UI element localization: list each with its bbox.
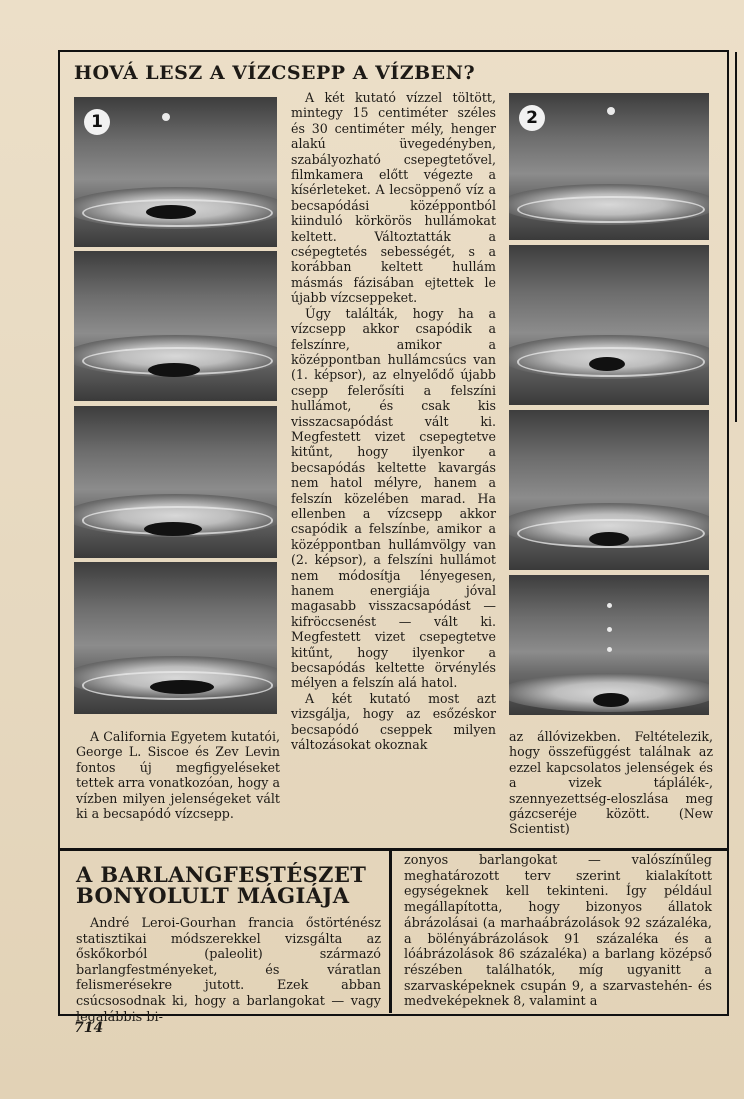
article-title: HOVÁ LESZ A VÍZCSEPP A VÍZBEN? — [74, 62, 476, 84]
edge-rule — [735, 52, 737, 422]
caption-left: A California Egyetem kutatói, George L. Siscoe és Zev Levin fontos új megfigyeléseket tettek arra vonatkozóan, hogy a vízben milyen jelenségeket vált ki a becsapódó vízcsepp. — [76, 729, 280, 822]
photo-sequence-2-frame-3 — [509, 410, 709, 570]
article-body-right: az állóvizekben. Feltételezik, hogy összefüggést találnak az ezzel kapcsolatos jelenségek és a vizek táplálék-, szennyezettség-eloszlása meg gázcseréje között. (New Scientist) — [509, 729, 713, 837]
photo-sequence-1-frame-1 — [74, 97, 277, 247]
article2-body-right: zonyos barlangokat — valószínűleg meghatározott terv szerint kialakított egységeknek kell tekinteni. Így például megállapította, hogy bizonyos állatok ábrázolásai (a marhaábrázolások 92 százaléka, a bölényábrázolások 91 százaléka és a lóábrázolások 86 százaléka) a barlang középső részében találhatók, míg ugyanitt a szarvasképeknek csupán 9, a szarvastehén- és medveképeknek 8, valamint a — [404, 853, 712, 1010]
paragraph: A két kutató most azt vizsgálja, hogy az esőzéskor becsapódó cseppek milyen változásokat okoznak — [291, 690, 496, 753]
photo-sequence-1-frame-2 — [74, 251, 277, 401]
photo-sequence-2-frame-1 — [509, 93, 709, 240]
photo-sequence-1-frame-4 — [74, 562, 277, 714]
article-body-middle — [291, 90, 496, 752]
photo-label: 1 — [84, 109, 110, 135]
paragraph: A két kutató vízzel töltött, mintegy 15 centiméter széles és 30 centiméter mély, henger alakú üvegedényben, szabályozható csepegtetővel, filmkamera előtt végezte a kísérleteket. A lecsöppenő víz a becsapódási középpontból kiinduló körkörös hullámokat keltett. Változtatták a csépegtetés sebességét, s a korábban keltett hullám másmás fázisában ejtettek le újabb vízcseppeket. — [291, 90, 496, 306]
page-number: 714 — [74, 1020, 104, 1036]
column-rule — [389, 851, 392, 1013]
photo-sequence-2-frame-4 — [509, 575, 709, 715]
paragraph: Úgy találták, hogy ha a vízcsepp akkor csapódik a felszínre, amikor a középpontban hullámcsúcs van (1. képsor), az elnyelődő újabb csepp felerősíti a felszíni hullámot, és csak kis visszacsapódást vált ki. Megfestett vizet csepegtetve kitűnt, hogy ilyenkor a becsapódás keltette kavargás nem hatol mélyre, hanem a felszín közelében marad. Ha ellenben a vízcsepp akkor csapódik a felszínbe, amikor a középpontban hullámvölgy van (2. képsor), a felszíni hullámot nem módosítja lényegesen, hanem energiája jóval magasabb visszacsapódást — kifröccsenést — vált ki. Megfestett vizet csepegtetve kitűnt, hogy ilyenkor a becsapódás keltette örvénylés mélyen a felszín alá hatol. — [291, 305, 496, 691]
article2-body-left: André Leroi-Gourhan francia őstörténész statisztikai módszerekkel vizsgálta az őskőkorból (paleolit) származó barlangfestményeket, és váratlan felismerésekre jutott. Ezek abban csúcsosodnak ki, hogy a barlangokat — vagy legalábbis bi- — [76, 916, 381, 1025]
article-title: A BARLANGFESTÉSZET BONYOLULT MÁGIÁJA — [76, 862, 367, 908]
photo-sequence-2-frame-2 — [509, 245, 709, 405]
photo-label: 2 — [519, 105, 545, 131]
photo-sequence-1-frame-3 — [74, 406, 277, 558]
article-divider — [58, 848, 727, 851]
